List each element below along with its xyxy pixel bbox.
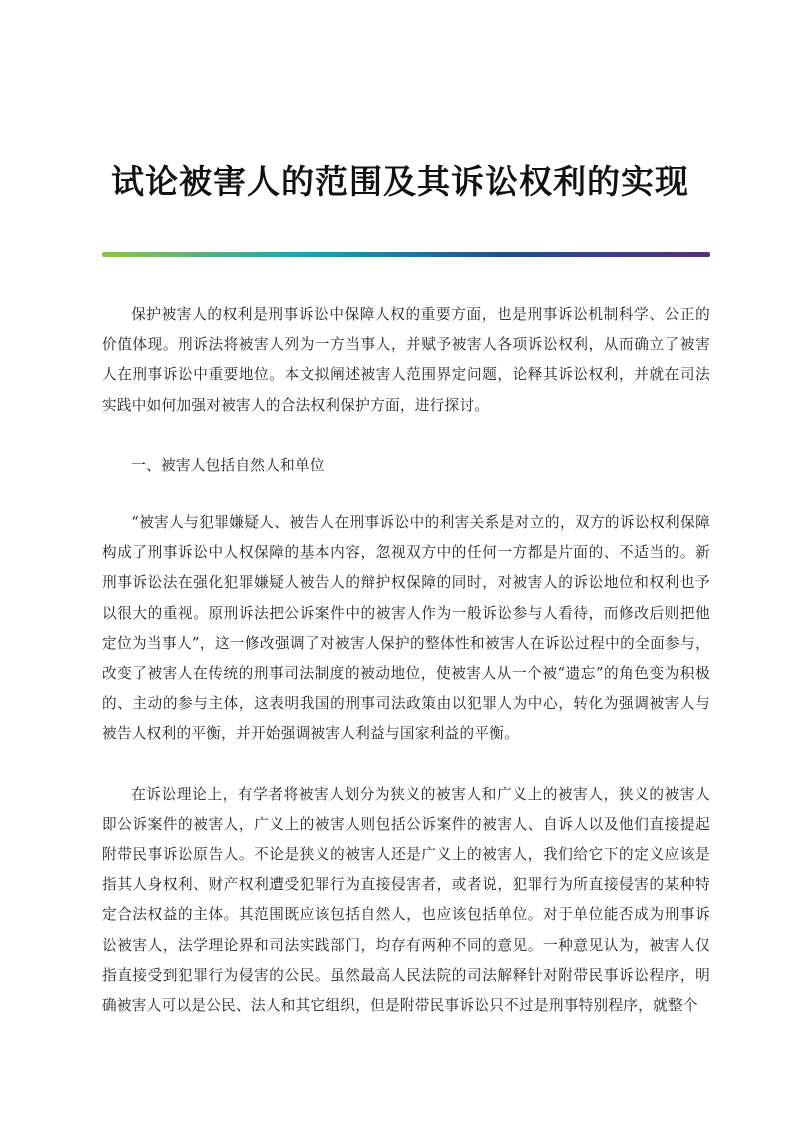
title-divider bbox=[102, 252, 710, 257]
body-paragraph: “被害人与犯罪嫌疑人、被告人在刑事诉讼中的利害关系是对立的，双方的诉讼权利保障构成了刑事诉讼中人权保障的基本内容，忽视双方中的任何一方都是片面的、不适当的。新刑事诉讼法在强化犯罪嫌疑人被告人的辩护权保障的同时，对被害人的诉讼地位和权利也予以很大的重视。原刑诉法把公诉案件中的被害人作为一般诉讼参与人看待，而修改后则把他定位为当事人”，这一修改强调了对被害人保护的整体性和被害人在诉讼过程中的全面参与，改变了被害人在传统的刑事司法制度的被动地位，使被害人从一个被“遗忘”的角色变为积极的、主动的参与主体，这表明我国的刑事司法政策由以犯罪人为中心，转化为强调被害人与被告人权利的平衡，并开始强调被害人利益与国家利益的平衡。 bbox=[102, 514, 710, 743]
intro-paragraph: 保护被害人的权利是刑事诉讼中保障人权的重要方面，也是刑事诉讼机制科学、公正的价值体现。刑诉法将被害人列为一方当事人，并赋予被害人各项诉讼权利，从而确立了被害人在刑事诉讼中重要地位。本文拟阐述被害人范围界定问题，论释其诉讼权利，并就在司法实践中如何加强对被害人的合法权利保护方面，进行探讨。 bbox=[102, 306, 710, 414]
section-heading: 一、被害人包括自然人和单位 bbox=[131, 456, 325, 474]
document-body bbox=[102, 300, 710, 1021]
document-title: 试论被害人的范围及其诉讼权利的实现 bbox=[111, 162, 689, 201]
body-paragraph: 在诉讼理论上，有学者将被害人划分为狭义的被害人和广义上的被害人，狭义的被害人即公诉案件的被害人，广义上的被害人则包括公诉案件的被害人、自诉人以及他们直接提起附带民事诉讼原告人。不论是狭义的被害人还是广义上的被害人，我们给它下的定义应该是指其人身权利、财产权利遭受犯罪行为直接侵害者，或者说，犯罪行为所直接侵害的某种特定合法权益的主体。其范围既应该包括自然人，也应该包括单位。对于单位能否成为刑事诉讼被害人，法学理论界和司法实践部门，均存有两种不同的意见。一种意见认为，被害人仅指直接受到犯罪行为侵害的公民。虽然最高人民法院的司法解释针对附带民事诉讼程序，明确被害人可以是公民、法人和其它组织，但是附带民事诉讼只不过是刑事特别程序，就整个 bbox=[102, 785, 710, 1015]
